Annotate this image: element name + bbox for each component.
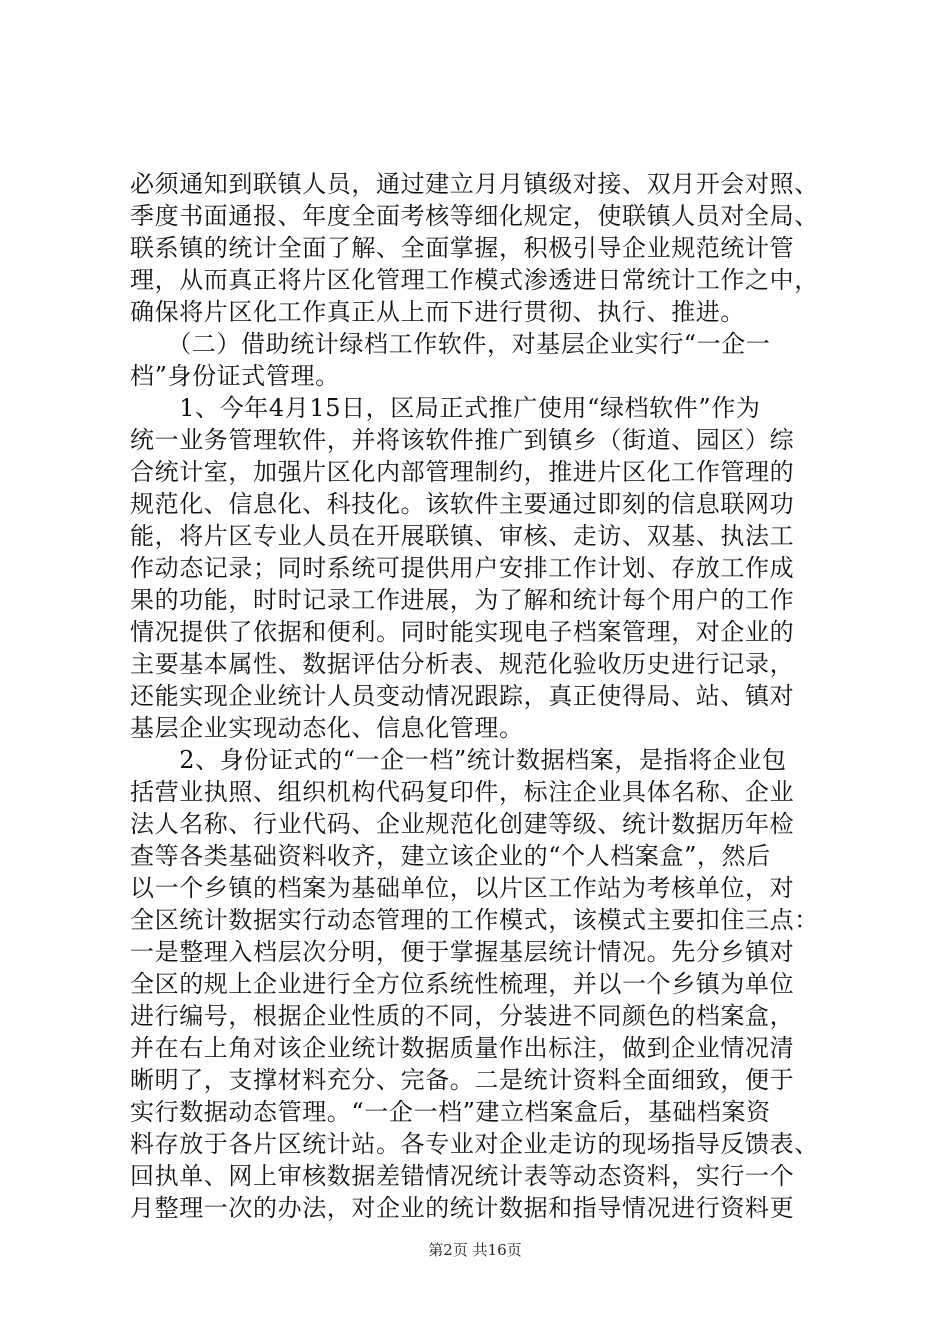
text-line: 主要基本属性、数据评估分析表、规范化验收历史进行记录， (130, 650, 795, 678)
text-line: 月整理一次的办法，对企业的统计数据和指导情况进行资料更 (130, 1194, 795, 1222)
text-line: 规范化、信息化、科技化。该软件主要通过即刻的信息联网功 (130, 490, 795, 518)
text-line: 查等各类基础资料收齐，建立该企业的“个人档案盒”，然后 (130, 842, 771, 870)
text-line: 一是整理入档层次分明，便于掌握基层统计情况。先分乡镇对 (130, 938, 795, 966)
page-footer: 第2页 共16页 (428, 1241, 522, 1259)
text-line: 还能实现企业统计人员变动情况跟踪，真正使得局、站、镇对 (130, 682, 795, 710)
text-line: 实行数据动态管理。“一企一档”建立档案盒后，基础档案资 (130, 1098, 771, 1126)
text-line: 并在右上角对该企业统计数据质量作出标注，做到企业情况清 (130, 1034, 795, 1062)
text-line: 理，从而真正将片区化管理工作模式渗透进日常统计工作之中， (130, 266, 819, 294)
text-line: 全区统计数据实行动态管理的工作模式，该模式主要扣住三点： (130, 906, 819, 934)
text-line: 料存放于各片区统计站。各专业对企业走访的现场指导反馈表、 (130, 1130, 819, 1158)
text-line: 进行编号，根据企业性质的不同，分装进不同颜色的档案盒， (130, 1002, 795, 1030)
text-line: 1、今年4月15日，区局正式推广使用“绿档软件”作为 (130, 394, 761, 422)
text-line: 作动态记录；同时系统可提供用户安排工作计划、存放工作成 (130, 554, 795, 582)
text-line: 合统计室，加强片区化内部管理制约，推进片区化工作管理的 (130, 458, 795, 486)
text-line: 必须通知到联镇人员，通过建立月月镇级对接、双月开会对照、 (130, 170, 819, 198)
text-line: 能，将片区专业人员在开展联镇、审核、走访、双基、执法工 (130, 522, 795, 550)
text-line: 法人名称、行业代码、企业规范化创建等级、统计数据历年检 (130, 810, 795, 838)
text-line: 全区的规上企业进行全方位系统性梳理，并以一个乡镇为单位 (130, 970, 795, 998)
text-line: 2、身份证式的“一企一档”统计数据档案，是指将企业包 (130, 746, 787, 774)
text-line: 情况提供了依据和便利。同时能实现电子档案管理，对企业的 (130, 618, 795, 646)
text-line: 联系镇的统计全面了解、全面掌握，积极引导企业规范统计管 (130, 234, 795, 262)
text-line: （二）借助统计绿档工作软件，对基层企业实行“一企一 (130, 330, 771, 358)
body-text (130, 168, 830, 1224)
text-line: 确保将片区化工作真正从上而下进行贯彻、执行、推进。 (130, 298, 745, 326)
text-line: 果的功能，时时记录工作进展，为了解和统计每个用户的工作 (130, 586, 795, 614)
text-line: 晰明了，支撑材料充分、完备。二是统计资料全面细致，便于 (130, 1066, 795, 1094)
text-line: 季度书面通报、年度全面考核等细化规定，使联镇人员对全局、 (130, 202, 819, 230)
text-line: 回执单、网上审核数据差错情况统计表等动态资料，实行一个 (130, 1162, 795, 1190)
text-line: 以一个乡镇的档案为基础单位，以片区工作站为考核单位，对 (130, 874, 795, 902)
text-line: 基层企业实现动态化、信息化管理。 (130, 714, 524, 742)
text-line: 统一业务管理软件，并将该软件推广到镇乡（街道、园区）综 (130, 426, 795, 454)
text-line: 档”身份证式管理。 (130, 362, 340, 390)
text-line: 括营业执照、组织机构代码复印件，标注企业具体名称、企业 (130, 778, 795, 806)
